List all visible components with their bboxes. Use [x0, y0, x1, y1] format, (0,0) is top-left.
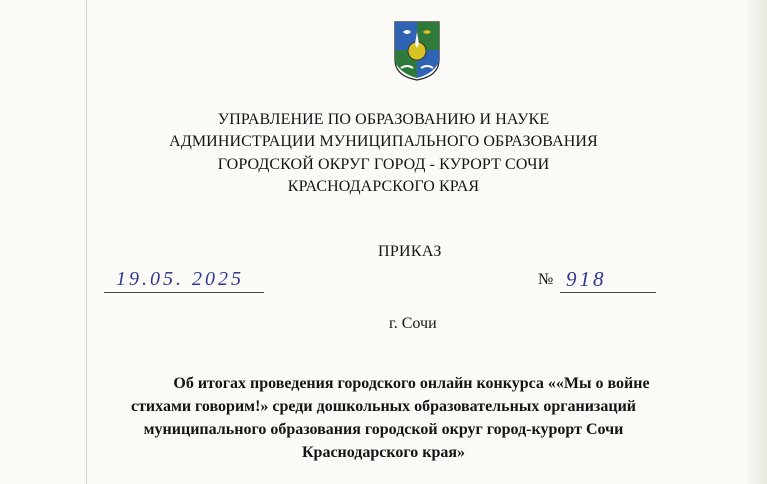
order-title-line-2: стихами говорим!» среди дошкольных образовательных организаций	[130, 398, 637, 415]
document-type-title: ПРИКАЗ	[378, 243, 442, 260]
number-label: №	[538, 271, 554, 288]
handwritten-number: 918	[566, 267, 607, 291]
header-line-1: УПРАВЛЕНИЕ ПО ОБРАЗОВАНИЮ И НАУКЕ	[217, 111, 550, 128]
header-line-4: КРАСНОДАРСКОГО КРАЯ	[287, 178, 480, 195]
number-field	[560, 266, 656, 293]
header-line-3: ГОРОДСКОЙ ОКРУГ ГОРОД - КУРОРТ СОЧИ	[217, 156, 550, 173]
sochi-coat-of-arms-icon	[393, 20, 441, 82]
handwritten-date: 19.05. 2025	[116, 268, 244, 290]
order-title-line-3: муниципального образования городской округ город-курорт Сочи	[143, 421, 624, 438]
date-field	[104, 266, 264, 293]
header-line-2: АДМИНИСТРАЦИИ МУНИЦИПАЛЬНОГО ОБРАЗОВАНИЯ	[169, 133, 598, 150]
order-title-line-4: Краснодарского края»	[301, 444, 466, 461]
city-label: г. Сочи	[389, 315, 437, 332]
order-title-line-1: Об итогах проведения городского онлайн конкурса ««Мы о войне	[173, 375, 650, 392]
